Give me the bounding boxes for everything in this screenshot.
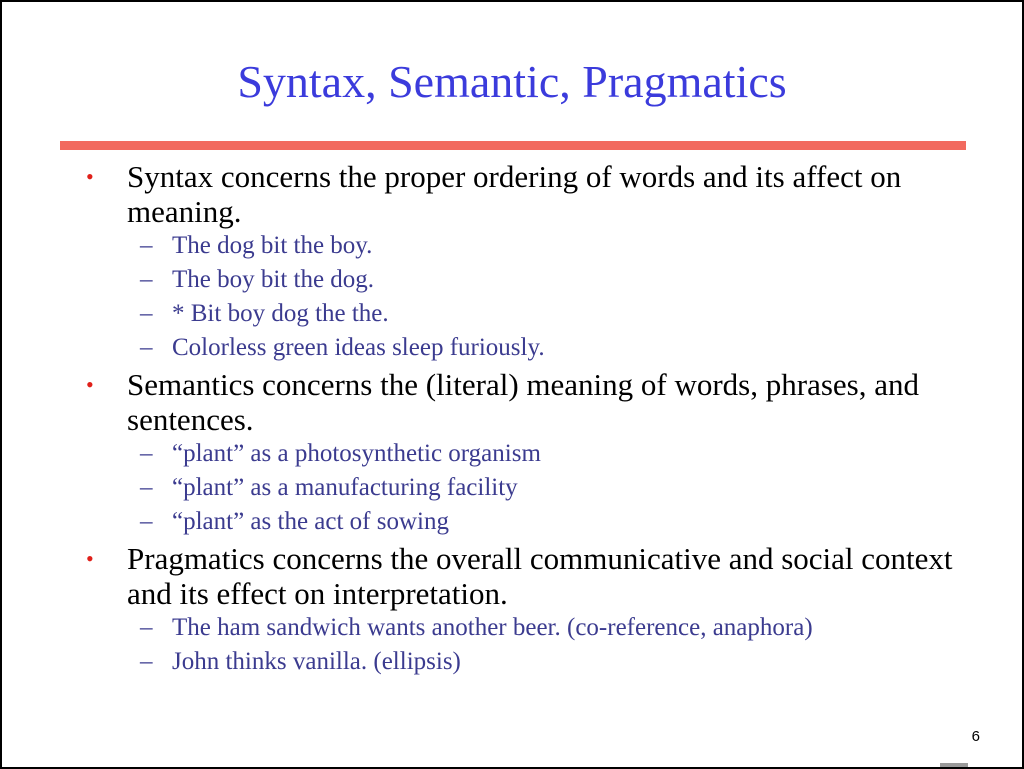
bullet-pragmatics xyxy=(86,541,956,679)
sub-text: The ham sandwich wants another beer. (co-reference, anaphora) xyxy=(172,614,813,641)
sub-text: “plant” as a manufacturing facility xyxy=(172,474,518,501)
list-item xyxy=(86,611,956,645)
list-item xyxy=(86,437,956,471)
dash-icon: – xyxy=(140,614,153,641)
list-item xyxy=(86,331,956,365)
sub-list xyxy=(127,229,956,365)
bullet-icon: • xyxy=(86,546,94,571)
list-item xyxy=(86,645,956,679)
slide-content xyxy=(86,157,956,679)
bullet-text: Pragmatics concerns the overall communicative and social context and its effect on interpretation. xyxy=(127,541,953,611)
sub-list xyxy=(127,437,956,539)
sub-text: John thinks vanilla. (ellipsis) xyxy=(172,648,461,675)
list-item xyxy=(86,263,956,297)
bullet-syntax xyxy=(86,159,956,365)
sub-text: The dog bit the boy. xyxy=(172,232,373,259)
dash-icon: – xyxy=(140,648,153,675)
bullet-text: Semantics concerns the (literal) meaning of words, phrases, and sentences. xyxy=(127,367,919,437)
dash-icon: – xyxy=(140,334,153,361)
sub-text: “plant” as the act of sowing xyxy=(172,508,449,535)
sub-list xyxy=(127,611,956,679)
sub-text: Colorless green ideas sleep furiously. xyxy=(172,334,545,361)
dash-icon: – xyxy=(140,232,153,259)
bullet-icon: • xyxy=(86,372,94,397)
dash-icon: – xyxy=(140,474,153,501)
list-item xyxy=(86,229,956,263)
sub-text: “plant” as a photosynthetic organism xyxy=(172,440,541,467)
sub-text: * Bit boy dog the the. xyxy=(172,300,389,327)
list-item xyxy=(86,471,956,505)
dash-icon: – xyxy=(140,266,153,293)
list-item xyxy=(86,505,956,539)
list-item xyxy=(86,297,956,331)
slide-title: Syntax, Semantic, Pragmatics xyxy=(237,56,787,107)
bullet-semantics xyxy=(86,367,956,539)
sub-text: The boy bit the dog. xyxy=(172,266,375,293)
title-divider xyxy=(60,141,966,150)
corner-logo-icon xyxy=(938,761,970,769)
bullet-icon: • xyxy=(86,164,94,189)
bullet-text: Syntax concerns the proper ordering of words and its affect on meaning. xyxy=(127,159,902,229)
dash-icon: – xyxy=(140,508,153,535)
dash-icon: – xyxy=(140,300,153,327)
dash-icon: – xyxy=(140,440,153,467)
page-number: 6 xyxy=(971,728,980,745)
